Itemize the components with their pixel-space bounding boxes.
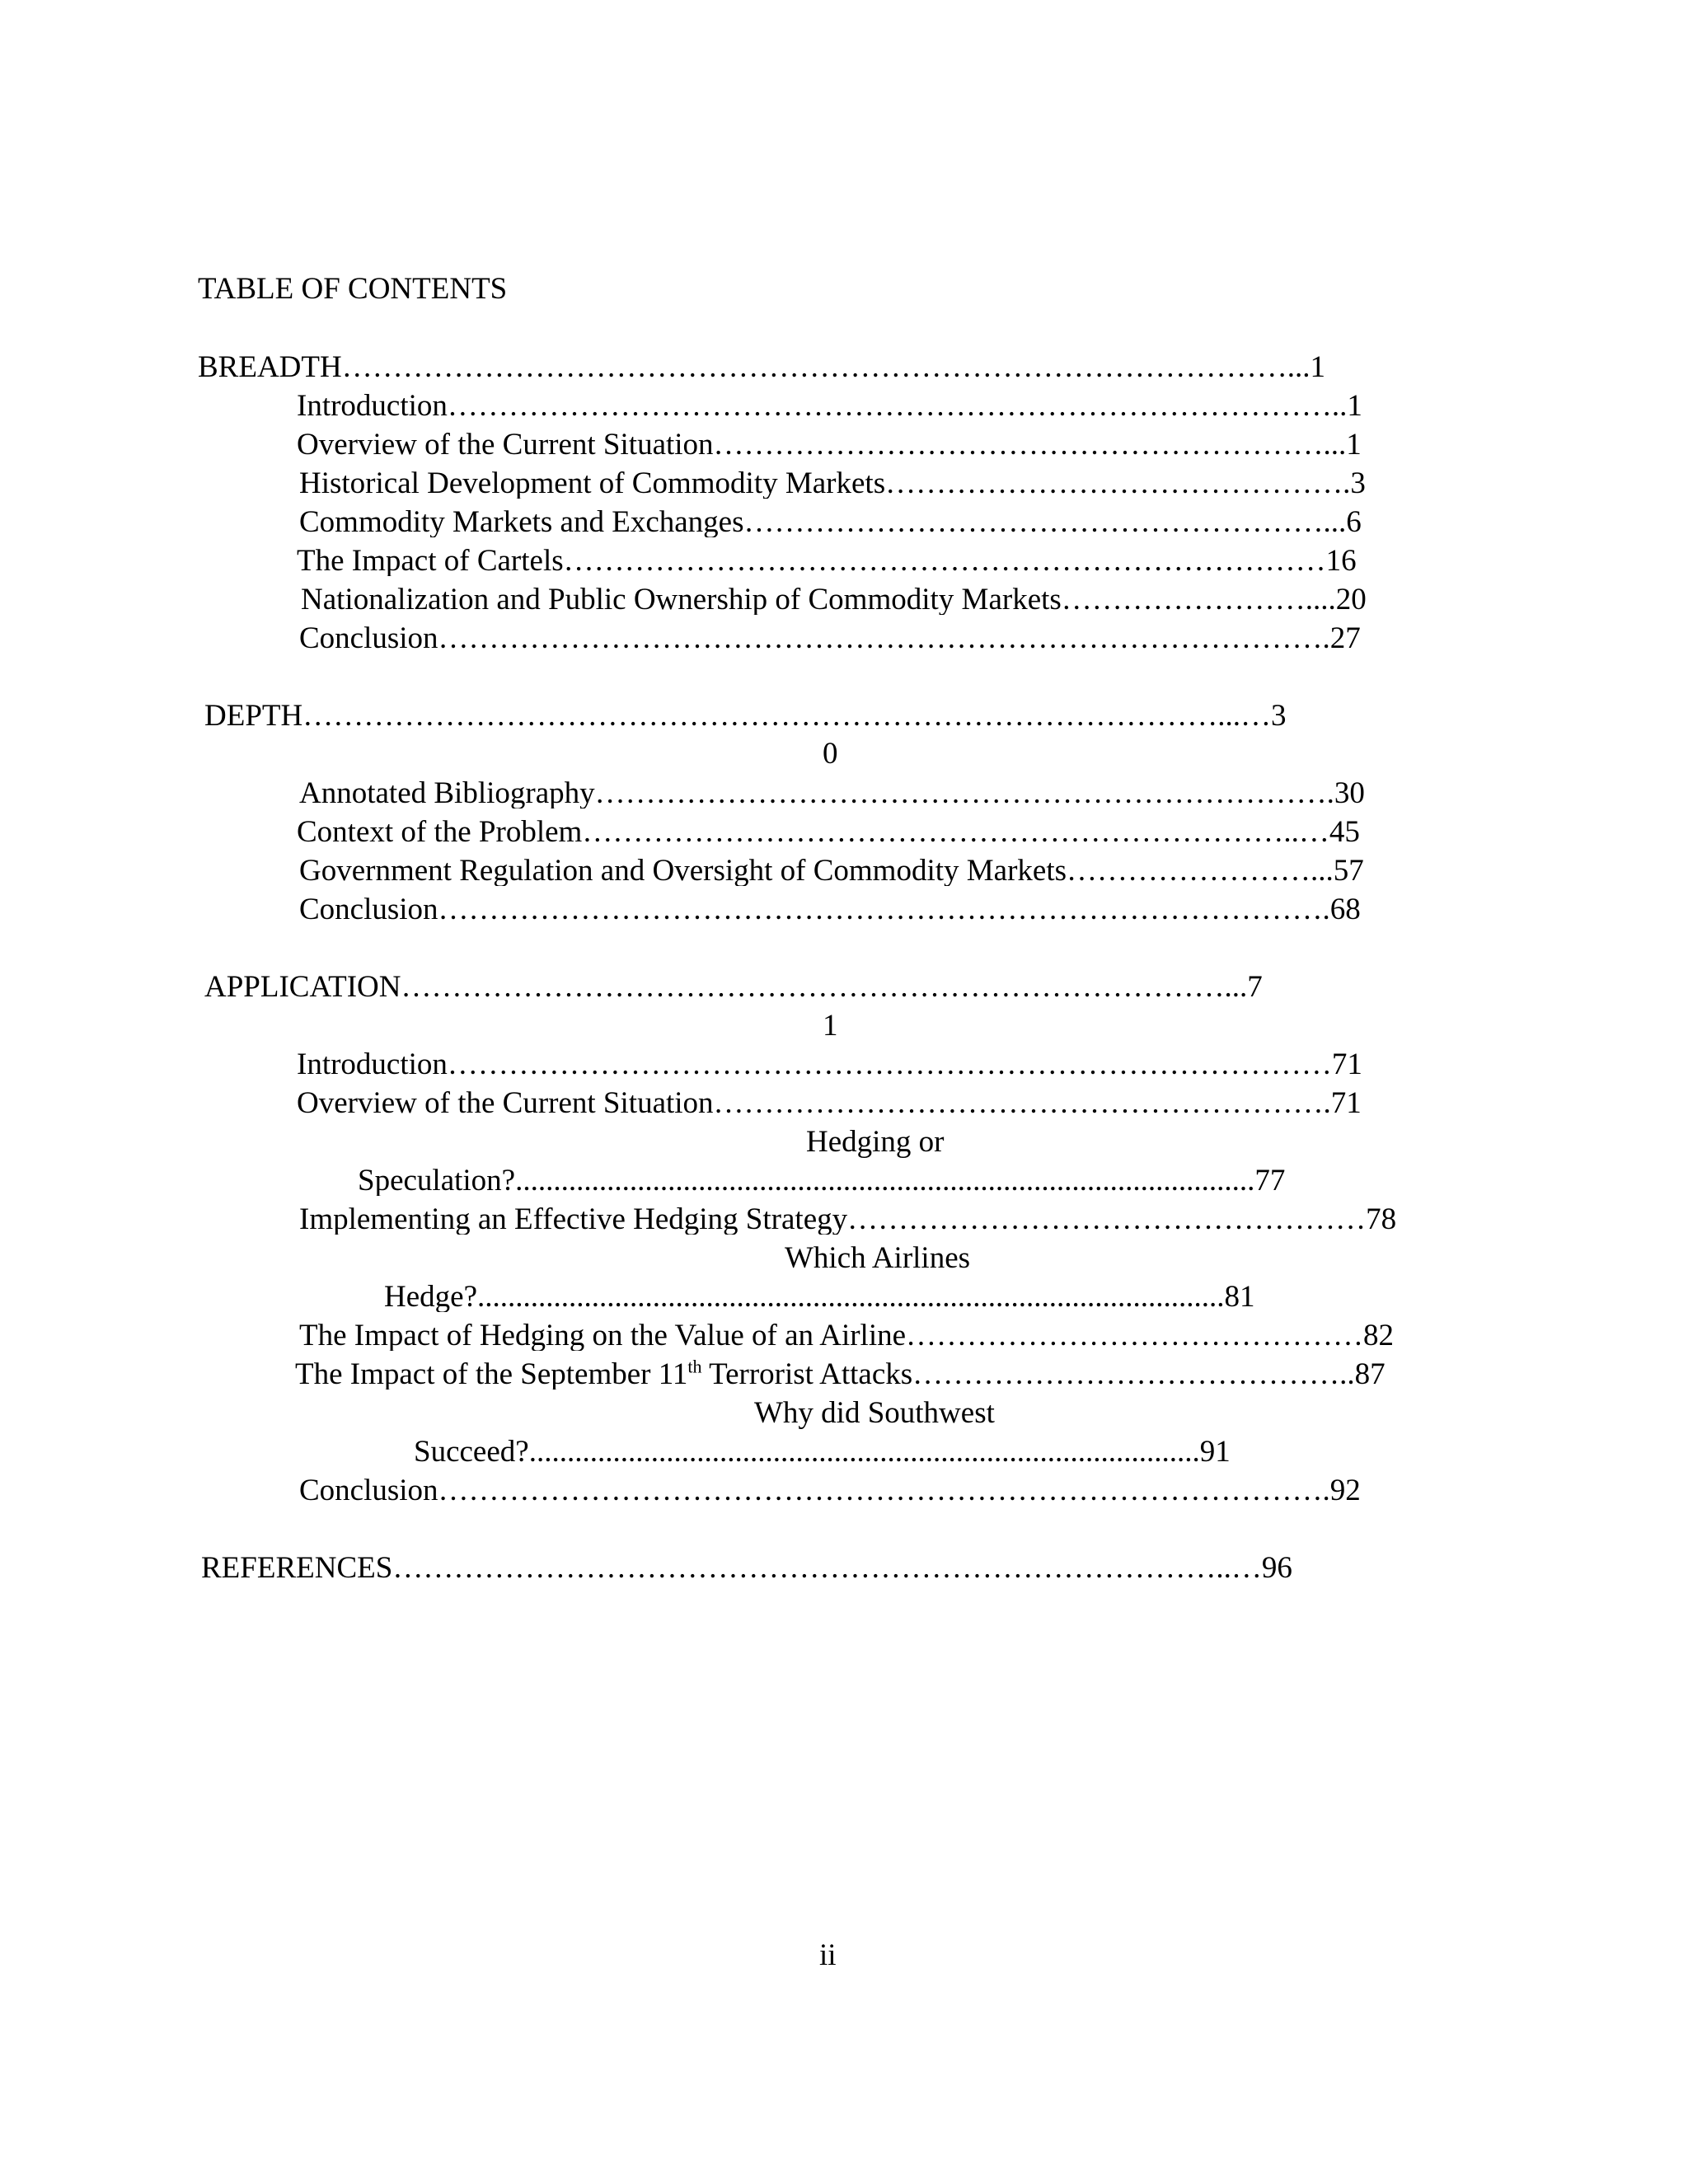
toc-entry-succeed: Succeed?........................................................................................91 (414, 1436, 1231, 1467)
toc-entry-why-southwest: Why did Southwest (754, 1396, 995, 1430)
toc-entry-hedge: Hedge?..................................................................................................81 (384, 1282, 1255, 1312)
toc-entry-markets-exchanges: Commodity Markets and Exchanges…………………………………………………...6 (299, 507, 1362, 537)
toc-entry-which-airlines: Which Airlines (785, 1241, 971, 1275)
toc-entry-september-11 (295, 1359, 1463, 1390)
toc-entry-application: APPLICATION………………………………………………………………………...7 (204, 972, 1263, 1002)
toc-entry-text: The Impact of the September 11 (295, 1359, 688, 1390)
toc-entry-speculation: Speculation?.................................................................................................77 (358, 1165, 1286, 1196)
toc-entry-value-of-airline: The Impact of Hedging on the Value of an Airline………………………………………82 (299, 1320, 1395, 1351)
toc-entry-historical-development: Historical Development of Commodity Markets……………………………………….3 (299, 468, 1366, 499)
toc-entry-hedging-strategy: Implementing an Effective Hedging Strategy……………………………………………78 (299, 1204, 1397, 1235)
toc-entry-cartels: The Impact of Cartels…………………………………………………………………16 (297, 546, 1357, 576)
toc-entry-text: Terrorist Attacks……………………………………..87 (701, 1359, 1386, 1390)
toc-entry-conclusion: Conclusion…………………………………………………………………………….92 (299, 1475, 1361, 1506)
toc-entry-conclusion: Conclusion…………………………………………………………………………….27 (299, 623, 1361, 654)
toc-heading: TABLE OF CONTENTS (198, 272, 508, 306)
toc-entry-overview: Overview of the Current Situation…………………………………………………….71 (297, 1088, 1362, 1118)
toc-entry-conclusion: Conclusion…………………………………………………………………………….68 (299, 894, 1361, 925)
ordinal-suffix: th (687, 1359, 702, 1377)
page-number: ii (819, 1938, 837, 1972)
toc-entry-annotated-bibliography: Annotated Bibliography……………………………………………………………….30 (299, 778, 1365, 808)
toc-entry-context: Context of the Problem……………………………………………………………..…45 (297, 817, 1360, 847)
toc-entry-introduction: Introduction……………………………………………………………………………71 (297, 1049, 1362, 1080)
toc-entry-references: REFERENCES………………………………………………………………………..…96 (201, 1553, 1292, 1583)
toc-page-number-wrap: 0 (823, 737, 838, 771)
toc-entry-hedging-or: Hedging or (806, 1125, 945, 1159)
toc-entry-overview: Overview of the Current Situation……………………………………………………...1 (297, 429, 1362, 460)
toc-entry-depth: DEPTH………………………………………………………………………………...…3 (204, 701, 1287, 731)
toc-entry-nationalization: Nationalization and Public Ownership of Commodity Markets……………………....20 (301, 584, 1367, 615)
toc-entry-breadth: BREADTH…………………………………………………………………………………...1 (198, 352, 1325, 382)
toc-entry-introduction: Introduction……………………………………………………………………………..1 (297, 391, 1362, 421)
toc-page-number-wrap: 1 (823, 1009, 838, 1043)
toc-entry-government-regulation: Government Regulation and Oversight of Commodity Markets……………………...57 (299, 855, 1364, 886)
